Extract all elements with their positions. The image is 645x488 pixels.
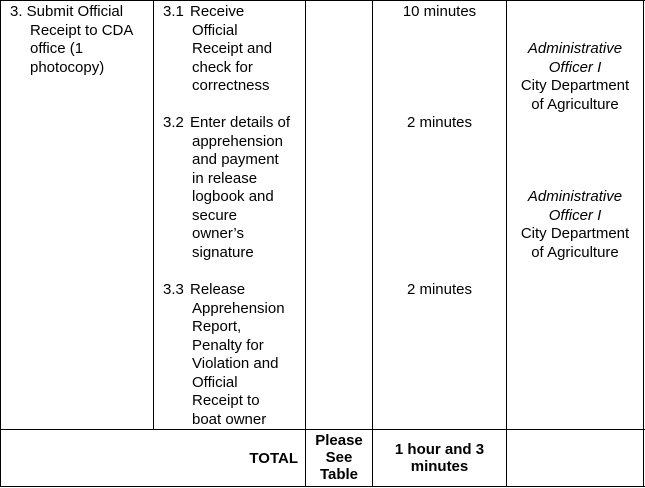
person-role: Administrative Officer I <box>527 40 623 76</box>
action-first-line: Enter details of <box>190 114 291 131</box>
processing-time-3-3: 2 minutes <box>406 281 473 298</box>
total-processing-time: 1 hour and 3 minutes <box>394 441 485 475</box>
col-divider-3 <box>372 0 373 487</box>
table-border-right <box>643 0 644 487</box>
client-step-text-line: 3. Submit Official <box>10 3 124 20</box>
action-text: apprehension and payment in release logbook and secure owner’s signature <box>192 132 283 261</box>
action-number: 3.3 <box>163 281 184 298</box>
person-role: Administrative Officer I <box>527 188 623 224</box>
col-divider-2 <box>305 0 306 487</box>
total-row-divider <box>0 429 645 430</box>
client-step-line-1 <box>10 3 150 77</box>
person-office: City Department of Agriculture <box>520 225 630 261</box>
action-first-line: Receive <box>190 3 245 20</box>
table-border-bottom <box>0 486 645 487</box>
action-text: Apprehension Report, Penalty for Violation and Official Receipt to boat owner <box>192 299 285 428</box>
client-step-text-line: photocopy) <box>30 58 105 76</box>
total-label: TOTAL <box>249 450 298 467</box>
person-office: City Department of Agriculture <box>520 77 630 113</box>
client-step-text-line: office (1 <box>30 40 84 57</box>
processing-time-3-2: 2 minutes <box>406 114 473 131</box>
action-text: Official Receipt and check for correctness <box>192 21 273 94</box>
table-border-left <box>0 0 1 487</box>
action-first-line: Release <box>190 281 246 298</box>
col-divider-1 <box>153 0 154 430</box>
action-number: 3.1 <box>163 3 184 20</box>
action-number: 3.2 <box>163 114 184 131</box>
total-fees: Please See Table <box>315 432 363 483</box>
processing-time-3-1: 10 minutes <box>402 3 477 20</box>
client-step-text-line: Receipt to CDA <box>30 21 134 39</box>
table-border-top <box>0 0 645 1</box>
